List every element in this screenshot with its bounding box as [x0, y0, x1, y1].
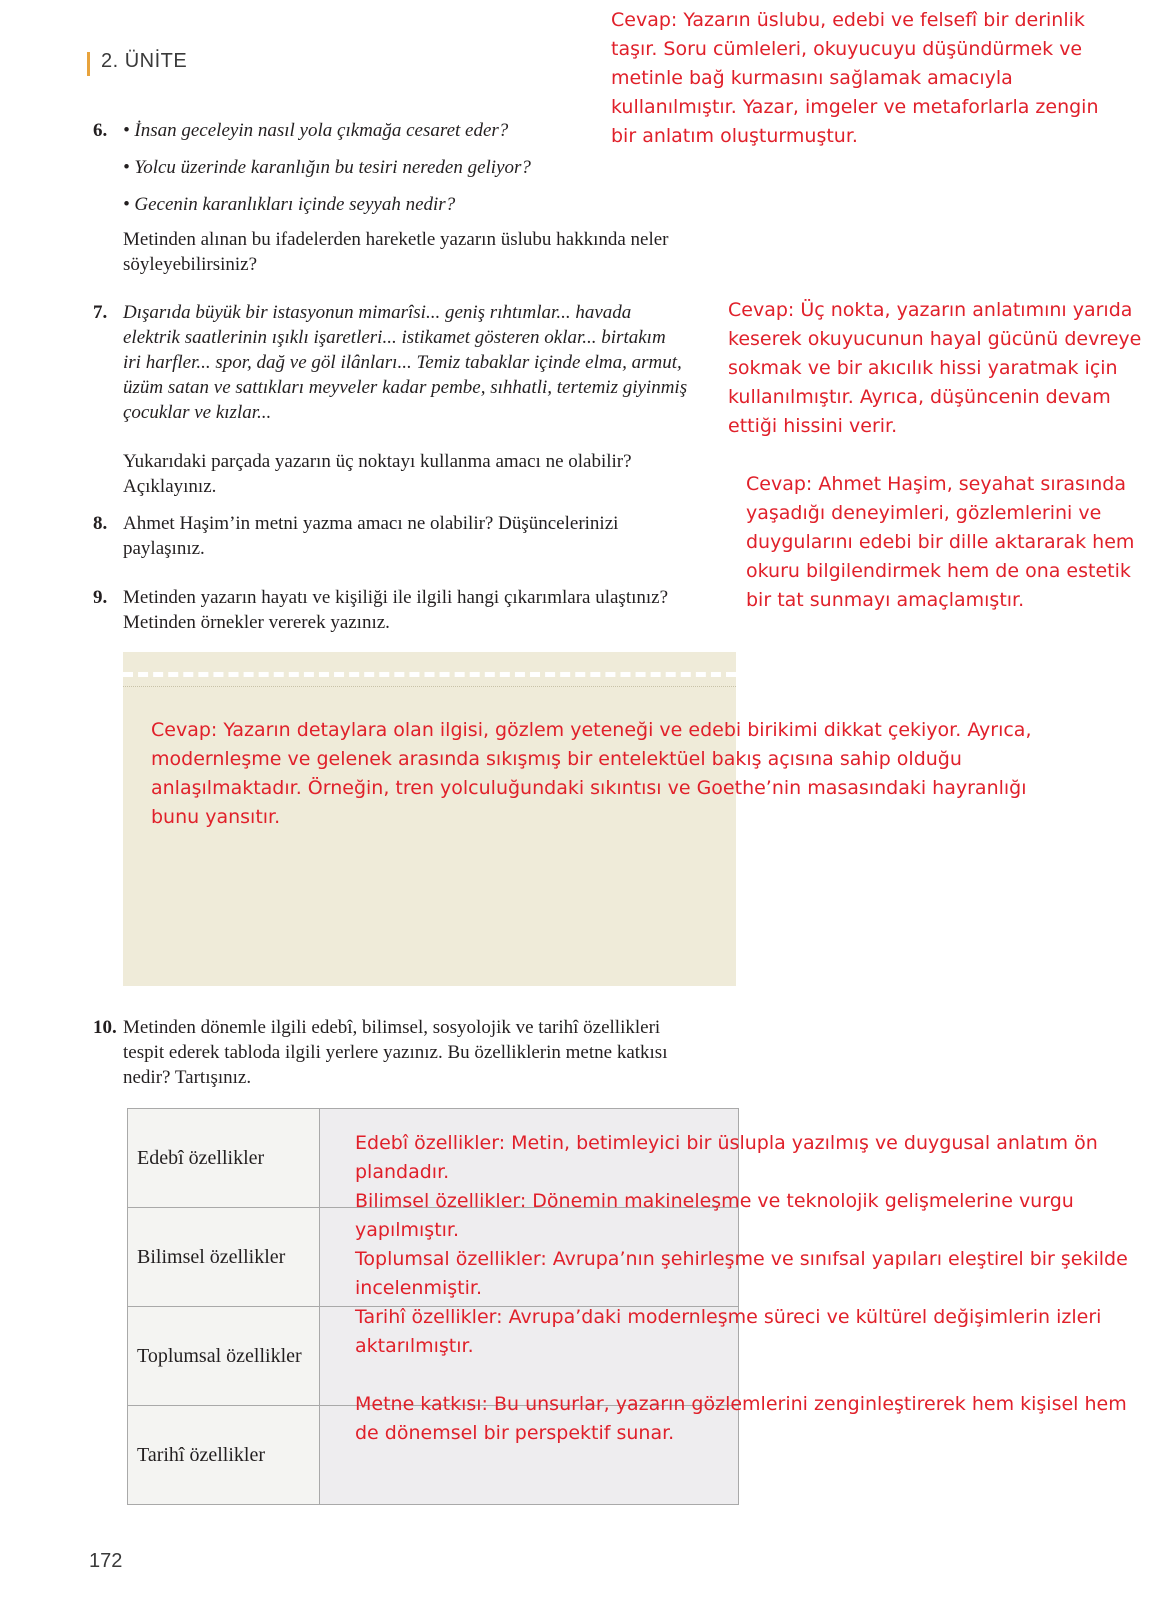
- question-8-answer: Cevap: Ahmet Haşim, seyahat sırasında yaşadığı deneyimleri, gözlemlerini ve duygularını edebi bir dille aktararak hem okuru bilgilendirmek hem de ona estetik bir tat sunmayı amaçlamıştır.: [746, 473, 1135, 611]
- question-6-number: 6.: [93, 120, 108, 141]
- question-7-quote: Dışarıda büyük bir istasyonun mimarîsi... geniş rıhtımlar... havada elektrik saatlerinin ışıklı işaretleri... istikamet gösteren oklar... birtakım iri harfler... spor, dağ ve göl ilânları... Temiz tabaklar içinde elma, armut, üzüm satan ve sattıkları meyveler kadar pembe, sıhhatli, tertemiz giyinmiş çocuklar ve kızlar...: [123, 302, 688, 423]
- page-number: 172: [89, 1550, 123, 1572]
- question-6-prompt: Metinden alınan bu ifadelerden hareketle yazarın üslubu hakkında neler söyleyebilirsiniz?: [123, 229, 669, 275]
- question-10-prompt: Metinden dönemle ilgili edebî, bilimsel, sosyolojik ve tarihî özellikleri tespit ederek tabloda ilgili yerlere yazınız. Bu özelliklerin metne katkısı nedir? Tartışınız.: [123, 1017, 668, 1088]
- question-6-bullet-3: • Gecenin karanlıkları içinde seyyah nedir?: [123, 194, 456, 215]
- question-6-answer: Cevap: Yazarın üslubu, edebi ve felsefî bir derinlik taşır. Soru cümleleri, okuyucuyu düşündürmek ve metinle bağ kurmasını sağlamak amacıyla kullanılmıştır. Yazar, imgeler ve metaforlarla zengin bir anlatım oluşturmuştur.: [611, 9, 1099, 147]
- unit-accent-bar: [87, 52, 90, 76]
- question-9-number: 9.: [93, 587, 108, 608]
- question-6-bullet-2: • Yolcu üzerinde karanlığın bu tesiri nereden geliyor?: [123, 157, 531, 178]
- unit-title: 2. ÜNİTE: [101, 50, 188, 72]
- table-label-historical: Tarihî özellikler: [128, 1406, 320, 1505]
- table-label-literary: Edebî özellikler: [128, 1109, 320, 1208]
- table-label-scientific: Bilimsel özellikler: [128, 1208, 320, 1307]
- question-7-answer: Cevap: Üç nokta, yazarın anlatımını yarıda keserek okuyucunun hayal gücünü devreye sokmak ve bir akıcılık hissi yaratmak için kullanılmıştır. Ayrıca, düşüncenin devam ettiği hissini verir.: [728, 299, 1142, 437]
- answer-box-dotted-line: [123, 686, 736, 687]
- question-10-answer: Edebî özellikler: Metin, betimleyici bir üslupla yazılmış ve duygusal anlatım ön plandadır. Bilimsel özellikler: Dönemin makineleşme ve teknolojik gelişmelerine vurgu yapılmıştır. Toplumsal özellikler: Avrupa’nın şehirleşme ve sınıfsal yapıları eleştirel bir şekilde incelenmiştir. Tarihî özellikler: Avrupa’daki modernleşme süreci ve kültürel değişimlerin izleri aktarılmıştır. Metne katkısı: Bu unsurlar, yazarın gözlemlerini zenginleştirerek hem kişisel hem de dönemsel bir perspektif sunar.: [355, 1132, 1128, 1444]
- question-9-prompt: Metinden yazarın hayatı ve kişiliği ile ilgili hangi çıkarımlara ulaştınız? Metinden örnekler vererek yazınız.: [123, 587, 669, 633]
- question-8-number: 8.: [93, 513, 108, 534]
- question-7-number: 7.: [93, 302, 108, 323]
- question-9-answer: Cevap: Yazarın detaylara olan ilgisi, gözlem yeteneği ve edebi birikimi dikkat çekiyor. Ayrıca, modernleşme ve gelenek arasında sıkışmış bir entelektüel bakış açısına sahip olduğu anlaşılmaktadır. Örneğin, tren yolculuğundaki sıkıntısı ve Goethe’nin masasındaki hayranlığı bunu yansıtır.: [151, 719, 1032, 828]
- question-7-prompt: Yukarıdaki parçada yazarın üç noktayı kullanma amacı ne olabilir? Açıklayınız.: [123, 451, 632, 497]
- answer-box-dashed-border: [123, 672, 736, 677]
- table-label-social: Toplumsal özellikler: [128, 1307, 320, 1406]
- question-8-prompt: Ahmet Haşim’in metni yazma amacı ne olabilir? Düşüncelerinizi paylaşınız.: [123, 513, 619, 559]
- question-10-number: 10.: [93, 1017, 117, 1038]
- question-6-bullet-1: • İnsan geceleyin nasıl yola çıkmağa cesaret eder?: [123, 120, 509, 141]
